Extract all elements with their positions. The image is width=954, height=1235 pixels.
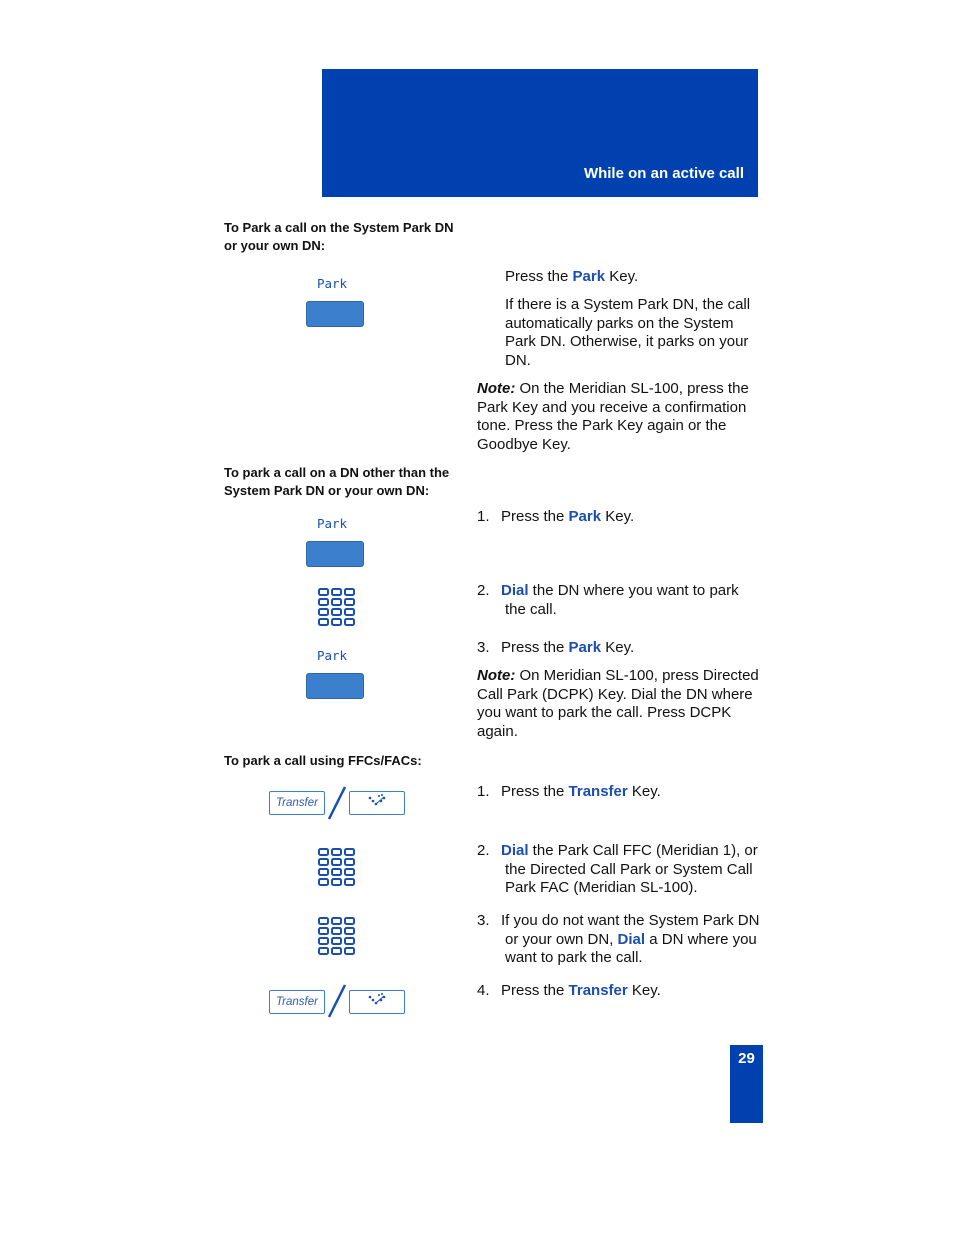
s1-note: Note: On the Meridian SL-100, press the Park Key and you receive a confirmation tone. Press the Park Key again or the Goodbye Key.: [477, 380, 749, 453]
header-banner: [322, 69, 758, 197]
park-softkey-icon: [306, 673, 364, 699]
keypad-icon: [317, 587, 357, 627]
s3-step3: 3. If you do not want the System Park DN or your own DN, Dial a DN where you want to park the call.: [477, 912, 760, 966]
s1-info: If there is a System Park DN, the call automatically parks on the System Park DN. Otherwise, it parks on your DN.: [505, 296, 751, 369]
s2-step1: 1. Press the Park Key.: [477, 508, 635, 525]
s1-press-park: Press the Park Key.: [505, 268, 639, 285]
s2-step2: 2. Dial the DN where you want to park the call.: [477, 582, 739, 618]
s2-step3: 3. Press the Park Key.: [477, 639, 635, 656]
s3-step1: 1. Press the Transfer Key.: [477, 783, 661, 800]
keypad-icon: [317, 916, 357, 956]
transfer-key-icon: Transfer: [269, 791, 325, 815]
s2-note: Note: On Meridian SL-100, press Directed Call Park (DCPK) Key. Dial the DN where you want to park the call. Press DCPK again.: [477, 667, 759, 740]
park-softkey-label: Park: [316, 516, 348, 531]
s3-step4: 4. Press the Transfer Key.: [477, 982, 661, 999]
section-heading-park-ffc: To park a call using FFCs/FACs:: [224, 753, 422, 768]
park-softkey-label: Park: [316, 648, 348, 663]
transfer-key-icon: Transfer: [269, 990, 325, 1014]
keypad-icon: [317, 847, 357, 887]
page-number: 29: [738, 1050, 755, 1067]
header-title: While on an active call: [583, 165, 744, 182]
handsfree-icon: [349, 791, 405, 815]
park-softkey-icon: [306, 541, 364, 567]
handsfree-icon: [349, 990, 405, 1014]
park-softkey-label: Park: [316, 276, 348, 291]
section-heading-park-system-dn: To Park a call on the System Park DN or your own DN:: [224, 220, 454, 253]
page-number-tab: [730, 1045, 763, 1123]
park-softkey-icon: [306, 301, 364, 327]
s3-step2: 2. Dial the Park Call FFC (Meridian 1), or the Directed Call Park or System Call Park FAC (Meridian SL-100).: [477, 842, 758, 896]
slash-separator-icon: [326, 983, 348, 1019]
section-heading-park-other-dn: To park a call on a DN other than the System Park DN or your own DN:: [224, 465, 450, 498]
slash-separator-icon: [326, 785, 348, 821]
